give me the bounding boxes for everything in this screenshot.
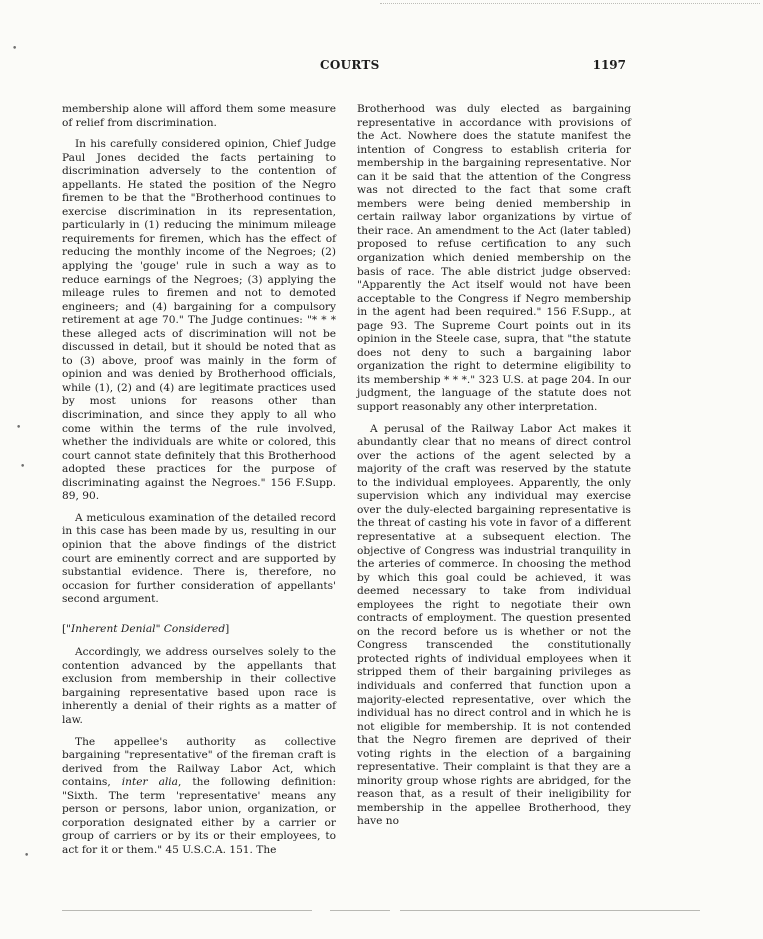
bottom-rule [400,910,700,911]
paragraph-text: , the following definition: "Sixth. The term 'representative' means any person or persons, labor union, organization, or corporation designated either by a carrier or group of carriers or by its or their employees, to act for it or them." 45 U.S.C.A. 151. The [62,776,337,856]
page-header [62,58,626,76]
running-head: COURTS [320,58,380,72]
bracket-open: [ [62,622,67,635]
paragraph [62,736,336,858]
margin-speck: • [20,462,26,472]
paragraph: A meticulous examination of the detailed record in this case has been made by us, resulting in our opinion that the above findings of the district court are eminently correct and are supported by substantial evidence. There is, therefore, no occasion for further consideration of appellants' second argument. [62,511,336,606]
bottom-rule [330,910,390,911]
top-dotted-line [380,3,760,4]
page-number: 1197 [592,58,626,72]
paragraph-text: The appellee's authority as collective bargaining "representative" of the fireman craft is derived from the Railway Labor Act, which contains, [62,735,336,789]
bottom-rule [62,910,312,911]
paragraph: Brotherhood was duly elected as bargaining representative in accordance with provisions of the Act. Nowhere does the statute manifest the intention of Congress to establish criteria for membership in the bargaining representative. Nor can it be said that the attention of the Congress was not directed to the fact that some craft members were being denied membership in certain railway labor organizations by virtue of their race. An amendment to the Act (later tabled) proposed to refuse certification to any such organization which denied membership on the basis of race. The able district judge observed: "Apparently the Act itself would not have been acceptable to the Congress if Negro membership in the agent had been required." 156 F.Supp., at page 93. The Supreme Court points out in its opinion in the Steele case, supra, that "the statute does not deny to such a bargaining labor organization the right to determine eligibility to its membership * * *." 323 U.S. at page 204. In our judgment, the language of the statute does not support reasonably any other interpretation. [357,103,631,414]
margin-speck: • [12,44,18,54]
bracket-close: ] [225,622,230,635]
subheading-text: "Inherent Denial" Considered [66,622,226,635]
margin-speck: • [24,851,30,861]
left-column [62,103,336,857]
paragraph: A perusal of the Railway Labor Act makes it abundantly clear that no means of direct control over the actions of the agent selected by a majority of the craft was reserved by the statute to the individual employees. Apparently, the only supervision which any individual may exercise over the duly-elected bargaining representative is the threat of casting his vote in favor of a different representative at a subsequent election. The objective of Congress was industrial tranquility in the arteries of commerce. In choosing the method by which this goal could be achieved, it was deemed necessary to take from individual employees the right to negotiate their own contracts of employment. The question presented on the record before us is whether or not the Congress transcended the constitutionally protected rights of individual employees when it stripped them of their bargaining privileges as individuals and conferred that function upon a majority-elected representative, over which the individual has no direct control and in which he is not eligible for membership. It is not contended that the Negro firemen are deprived of their voting rights in the election of a bargaining representative. Their complaint is that they are a minority group whose rights are abridged, for the reason that, as a result of their ineligibility for membership in the appellee Brotherhood, they have no [357,422,631,828]
italic-phrase: inter alia [121,776,178,789]
paragraph: Accordingly, we address ourselves solely to the contention advanced by the appellants that exclusion from membership in their collective bargaining representative based upon race is inherently a denial of their rights as a matter of law. [62,646,336,726]
paragraph: In his carefully considered opinion, Chief Judge Paul Jones decided the facts pertaining to discrimination adversely to the contention of appellants. He stated the position of the Negro firemen to be that the "Brotherhood continues to exercise discrimination in its representation, particularly in (1) reducing the minimum mileage requirements for firemen, which has the effect of reducing the monthly income of the Negroes; (2) applying the 'gouge' rule in such a way as to reduce earnings of the Negroes; (3) applying the mileage rules to firemen and not to demoted engineers; and (4) bargaining for a compulsory retirement at age 70." The Judge continues: "* * * these alleged acts of discrimination will not be discussed in detail, but it should be noted that as to (3) above, proof was mainly in the form of opinion and was denied by Brotherhood officials, while (1), (2) and (4) are legitimate practices used by most unions for reasons other than discrimination, and since they apply to all who come within the terms of the rule involved, whether the individuals are white or colored, this court cannot state definitely that this Brotherhood adopted these practices for the purpose of discriminating against the Negroes." 156 F.Supp. 89, 90. [62,138,336,503]
margin-speck: • [16,423,22,433]
section-subheading [62,623,336,637]
right-column [357,103,631,829]
paragraph: membership alone will afford them some measure of relief from discrimination. [62,103,336,129]
